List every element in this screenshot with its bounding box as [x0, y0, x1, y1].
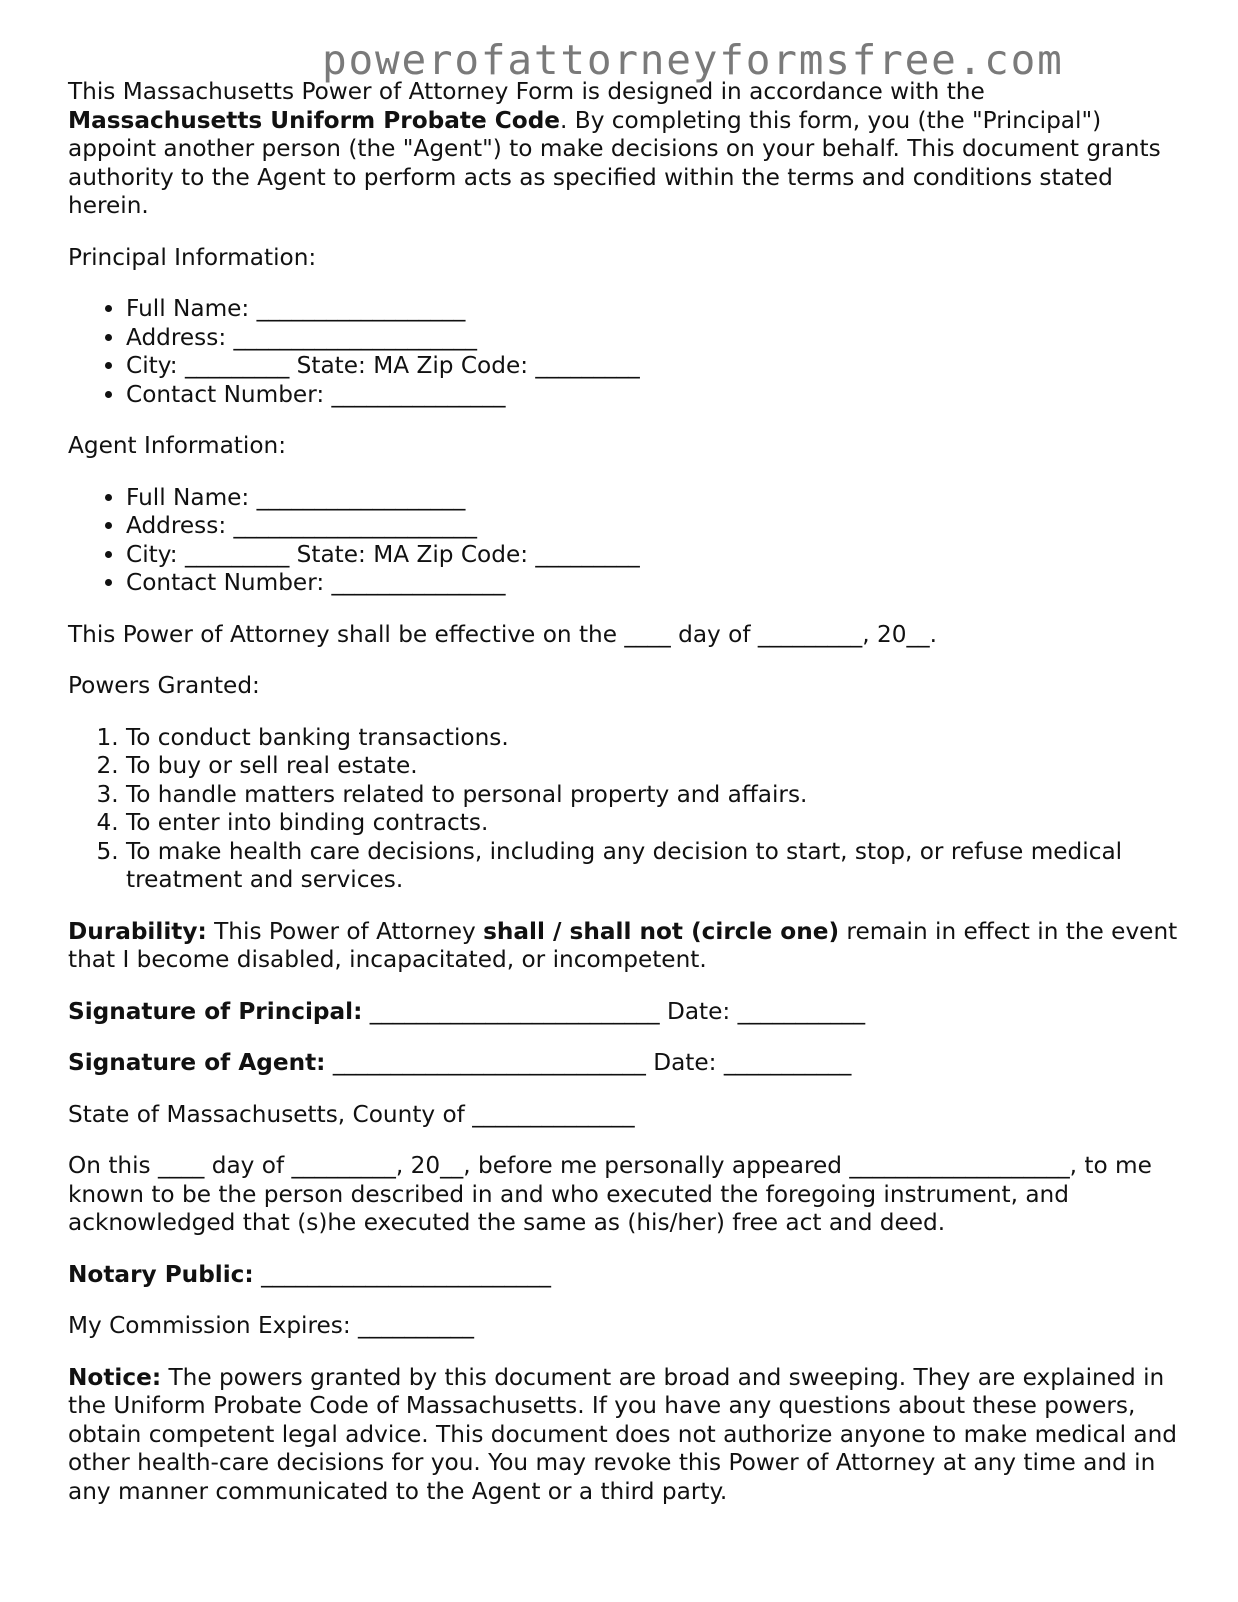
agent-full-name-field: • Full Name: __________________: [126, 484, 1178, 513]
durability-text-1: This Power of Attorney: [206, 917, 484, 945]
principal-heading: Principal Information:: [68, 243, 317, 271]
powers-heading: Powers Granted:: [68, 672, 260, 699]
principal-signature-label: Signature of Principal:: [68, 997, 363, 1025]
intro-code-name: Massachusetts Uniform Probate Code: [68, 106, 561, 134]
power-item: 4. To enter into binding contracts.: [126, 809, 1178, 838]
principal-address-field: • Address: _____________________: [126, 324, 1178, 353]
watermark: powerofattorneyformsfree.com: [322, 36, 1064, 84]
county-line: State of Massachusetts, County of ______________: [68, 1100, 635, 1128]
notary-line: [68, 1261, 1178, 1290]
acknowledgment-paragraph: On this ____ day of _________, 20__, before me personally appeared ___________________, to me known to be the person described in and who executed the foregoing instrument, and acknowledged that (s)he executed the same as (his/her) free act and deed.: [68, 1152, 1152, 1236]
principal-signature-blank: _________________________ Date: ___________: [362, 997, 866, 1025]
principal-city-state-zip-field: • City: _________ State: MA Zip Code: _________: [126, 352, 1178, 381]
agent-signature-line: [68, 1049, 1178, 1078]
document-body: [68, 78, 1178, 1529]
agent-signature-label: Signature of Agent:: [68, 1049, 326, 1076]
power-item: 2. To buy or sell real estate.: [126, 752, 1178, 781]
principal-signature-line: [68, 998, 1178, 1027]
intro-paragraph: [68, 78, 1178, 221]
principal-fields: [68, 295, 1178, 409]
agent-city-state-zip-field: • City: _________ State: MA Zip Code: _________: [126, 541, 1178, 570]
effective-date-line: This Power of Attorney shall be effective on the ____ day of _________, 20__.: [68, 620, 938, 648]
durability-paragraph: [68, 918, 1178, 975]
notice-label: Notice:: [68, 1363, 162, 1391]
agent-address-field: • Address: _____________________: [126, 512, 1178, 541]
intro-text-before: This Massachusetts Power of Attorney Form is designed in accordance with the: [68, 78, 985, 105]
notary-blank: _________________________: [253, 1260, 551, 1288]
intro-text-after: . By completing this form, you (the "Principal") appoint another person (the "Agent") to make decisions on your behalf. This document grants authority to the Agent to perform acts as specified within the terms and conditions stated herein.: [68, 106, 1161, 219]
agent-contact-field: • Contact Number: _______________: [126, 569, 1178, 598]
principal-contact-field: • Contact Number: _______________: [126, 381, 1178, 410]
durability-choice: shall / shall not (circle one): [483, 917, 840, 945]
durability-text-2: remain in effect in the event that I become disabled, incapacitated, or incompetent.: [68, 917, 1178, 973]
agent-fields: [68, 484, 1178, 598]
powers-list: [68, 724, 1178, 895]
power-item: 1. To conduct banking transactions.: [126, 724, 1178, 753]
agent-heading: Agent Information:: [68, 432, 287, 459]
power-item: 3. To handle matters related to personal property and affairs.: [126, 781, 1178, 810]
notice-paragraph: [68, 1364, 1178, 1507]
power-item: 5. To make health care decisions, including any decision to start, stop, or refuse medical treatment and services.: [126, 838, 1178, 895]
agent-signature-blank: ___________________________ Date: ___________: [325, 1049, 852, 1076]
notary-label: Notary Public:: [68, 1260, 254, 1288]
durability-label: Durability:: [68, 917, 207, 945]
commission-line: My Commission Expires: __________: [68, 1312, 474, 1339]
principal-full-name-field: • Full Name: __________________: [126, 295, 1178, 324]
notice-text: The powers granted by this document are broad and sweeping. They are explained in the Uniform Probate Code of Massachusetts. If you have any questions about these powers, obtain competent legal advice. This document does not authorize anyone to make medical and other health-care decisions for you. You may revoke this Power of Attorney at any time and in any manner communicated to the Agent or a third party.: [68, 1363, 1178, 1505]
